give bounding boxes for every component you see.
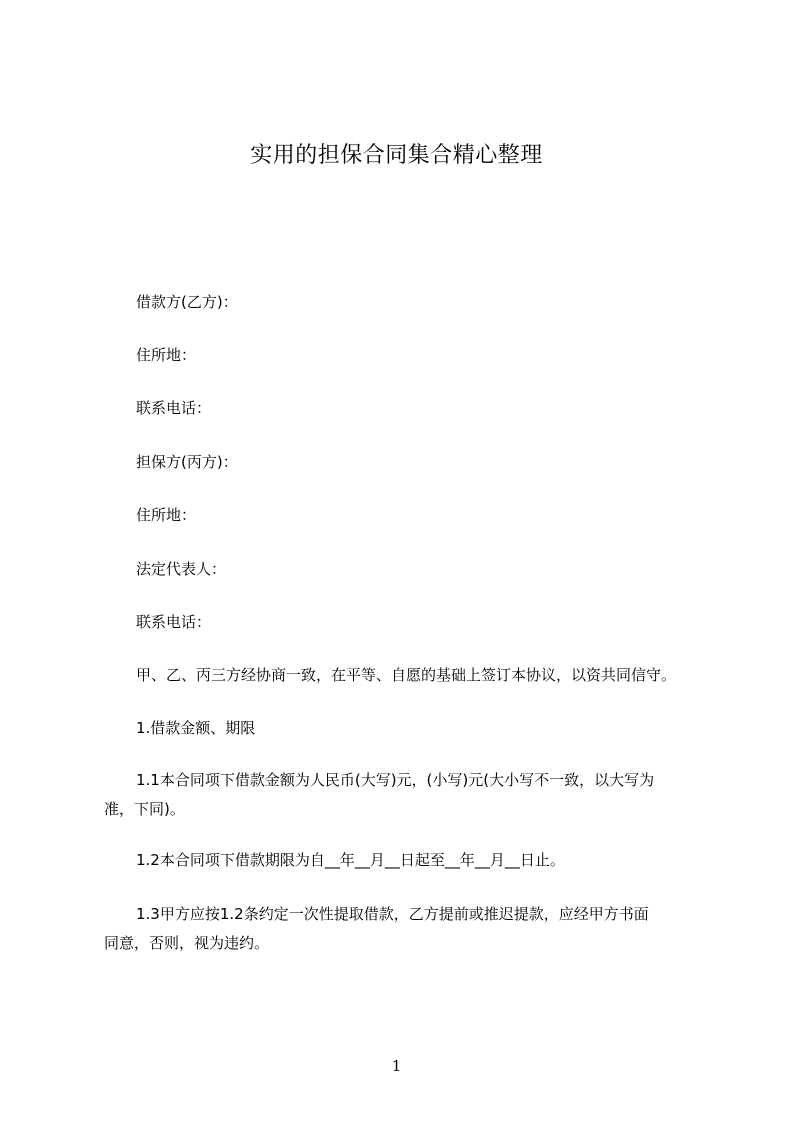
legal-representative-field: 法定代表人：	[136, 560, 227, 578]
clause-1-3-line-1: 1.3甲方应按1.2条约定一次性提取借款，乙方提前或推迟提款，应经甲方书面	[136, 905, 649, 923]
borrower-phone-field: 联系电话：	[136, 399, 212, 417]
guarantor-phone-field: 联系电话：	[136, 613, 212, 631]
clause-1-3-line-2: 同意，否则，视为违约。	[104, 934, 270, 952]
borrower-field: 借款方(乙方)：	[136, 293, 238, 311]
clause-1-2: 1.2本合同项下借款期限为自__年__月__日起至__年__月__日止。	[136, 851, 565, 869]
clause-1-1-line-2: 准，下同)。	[104, 800, 185, 818]
clause-1-1-line-1: 1.1本合同项下借款金额为人民币(大写)元，(小写)元(大小写不一致，以大写为	[136, 771, 655, 789]
clause-1-1	[104, 766, 716, 824]
borrower-address-field: 住所地：	[136, 346, 197, 364]
agreement-statement: 甲、乙、丙三方经协商一致，在平等、自愿的基础上签订本协议，以资共同信守。	[136, 666, 677, 684]
clause-1-3	[104, 900, 716, 958]
guarantor-address-field: 住所地：	[136, 506, 197, 524]
guarantor-field: 担保方(丙方)：	[136, 453, 238, 471]
page-number: 1	[391, 1057, 402, 1075]
section-1-heading: 1.借款金额、期限	[136, 719, 256, 737]
document-title: 实用的担保合同集合精心整理	[250, 143, 543, 168]
